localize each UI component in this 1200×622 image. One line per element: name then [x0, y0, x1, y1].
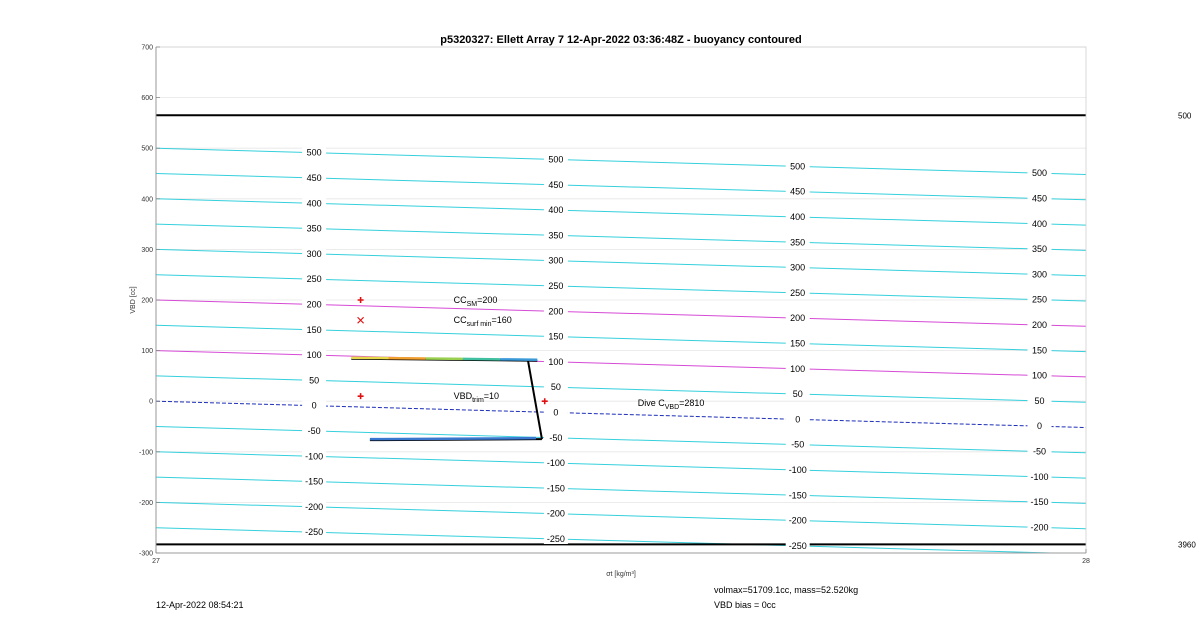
plus-marker: [358, 393, 364, 399]
contour-label: 150: [1031, 345, 1048, 356]
contour-label: -250: [305, 527, 324, 538]
contour-label: 250: [548, 281, 564, 292]
y-tick-label: -300: [138, 550, 153, 558]
footer-vbd-bias: VBD bias = 0cc: [714, 600, 776, 610]
contour-label: -50: [1032, 446, 1047, 457]
contour-label: 350: [306, 223, 322, 234]
y-tick-label: 200: [141, 297, 153, 305]
contour-label: -200: [305, 501, 324, 512]
contour-label: 50: [792, 389, 803, 400]
plus-marker: [542, 398, 548, 404]
contour-label: 500: [790, 161, 806, 172]
contour-label: 0: [1036, 421, 1043, 432]
annotation-value: =10: [483, 391, 500, 402]
contour-label: 50: [550, 382, 561, 393]
annotation-divec: [638, 398, 705, 411]
contour-label: 100: [1031, 370, 1048, 381]
contour-label: -50: [791, 439, 805, 450]
contour-label: 500: [548, 154, 564, 165]
contour-label: 300: [790, 262, 806, 273]
contour-label: -100: [1030, 471, 1049, 482]
annotation-main: VBD: [453, 391, 473, 402]
contour-label: 250: [1031, 294, 1048, 305]
y-tick-label: 100: [141, 348, 153, 356]
annotation-value: =2810: [679, 398, 705, 409]
contour-label: 350: [790, 237, 806, 248]
contour-label: 450: [548, 179, 564, 190]
annotation-value: =160: [491, 315, 512, 326]
plus-marker: [358, 297, 364, 303]
contour-line: [156, 401, 1086, 427]
y-axis-label: VBD [cc]: [130, 286, 137, 314]
contour-line: [156, 199, 1086, 225]
contour-label: 100: [790, 363, 806, 374]
contour-line: [156, 477, 1086, 503]
contour-line: [156, 224, 1086, 250]
limit-label: 3960: [1178, 540, 1196, 550]
contour-label: 400: [306, 198, 322, 209]
contour-label: 300: [548, 255, 564, 266]
y-tick-label: -200: [138, 499, 153, 507]
contour-label: 250: [790, 287, 806, 298]
contour-label: -200: [788, 515, 807, 526]
contour-label: -150: [788, 490, 807, 501]
limit-label: 500: [1178, 111, 1192, 121]
y-tick-label: 400: [141, 196, 153, 204]
contour-label: 500: [1031, 168, 1048, 179]
annotation-subscript: surf min: [466, 321, 492, 329]
annotation-main: CC: [453, 315, 467, 326]
contour-label: 400: [548, 205, 564, 216]
lower-track-series: [370, 438, 536, 439]
x-marker: [358, 317, 364, 323]
contour-label: -200: [546, 508, 565, 519]
contour-line: [156, 148, 1086, 174]
contour-label: 100: [306, 350, 322, 361]
contour-label: 400: [1031, 218, 1048, 229]
footer-volmax: volmax=51709.1cc, mass=52.520kg: [714, 585, 859, 595]
contour-label: 500: [306, 147, 322, 158]
contour-line: [156, 325, 1086, 351]
annotation-main: Dive C: [637, 398, 665, 409]
annotation-ccsm: [454, 295, 498, 308]
contour-label: 100: [548, 356, 564, 367]
contour-label: -50: [307, 425, 321, 436]
y-tick-label: 300: [141, 246, 153, 254]
contour-label: -150: [305, 476, 324, 487]
contour-line: [156, 502, 1086, 528]
contour-label: 200: [548, 306, 564, 317]
y-tick-label: 500: [141, 145, 153, 153]
contour-label: 250: [306, 274, 322, 285]
x-axis-label: σt [kg/m³]: [606, 571, 636, 578]
descent-line: [528, 361, 542, 439]
contour-label: 350: [1031, 244, 1048, 255]
contour-label: 0: [311, 400, 317, 411]
contour-label: -100: [546, 458, 565, 469]
x-tick-label: 27: [152, 558, 160, 565]
contour-label: 200: [1031, 319, 1048, 330]
contour-line: [156, 275, 1086, 301]
annotation-subscript: trim: [472, 397, 484, 405]
x-tick-label: 28: [1082, 558, 1090, 565]
contour-label: 50: [309, 375, 320, 386]
contour-label: -50: [549, 432, 563, 443]
footer-timestamp: 12-Apr-2022 08:54:21: [156, 600, 244, 610]
contour-label: 350: [548, 230, 564, 241]
contour-label: 0: [795, 414, 801, 425]
contour-label: 150: [306, 324, 322, 335]
contour-label: -250: [546, 534, 565, 545]
contour-label: 450: [790, 186, 806, 197]
y-tick-label: 600: [141, 95, 153, 103]
contour-line: [156, 249, 1086, 275]
contour-label: 150: [548, 331, 564, 342]
contour-label: 300: [1031, 269, 1048, 280]
contour-label: -200: [1030, 522, 1049, 533]
contour-label: 400: [790, 211, 806, 222]
contour-label: -100: [305, 451, 324, 462]
contour-label: 200: [790, 313, 806, 324]
contour-line: [156, 300, 1086, 329]
y-tick-label: 700: [141, 44, 153, 52]
contour-label: -150: [546, 483, 565, 494]
contour-label: 450: [1031, 193, 1048, 204]
y-tick-label: 0: [149, 398, 153, 406]
contour-label: 300: [306, 248, 322, 259]
contour-label: 150: [790, 338, 806, 349]
annotation-value: =200: [477, 295, 498, 305]
y-tick-label: -100: [138, 449, 153, 457]
contour-label: -150: [1030, 497, 1049, 508]
contour-label: 200: [306, 299, 322, 310]
annotation-subscript: SM: [466, 301, 478, 308]
contour-line: [156, 351, 1086, 377]
contour-label: -100: [788, 464, 807, 475]
chart-title: p5320327: Ellett Array 7 12-Apr-2022 03:36:48Z - buoyancy contoured: [440, 34, 802, 46]
annotation-ccsurf: [454, 315, 512, 328]
contour-line: [156, 174, 1086, 200]
contour-line: [156, 452, 1086, 478]
annotation-main: CC: [453, 295, 467, 305]
contour-line: [156, 427, 1086, 453]
contour-label: 50: [1034, 395, 1045, 406]
contour-label: -250: [788, 540, 807, 551]
annotation-vbdtrim: [454, 391, 499, 404]
contour-line: [156, 528, 1086, 554]
annotation-subscript: VBD: [664, 404, 680, 412]
contour-label: 0: [553, 407, 559, 418]
contour-label: 450: [306, 172, 322, 183]
